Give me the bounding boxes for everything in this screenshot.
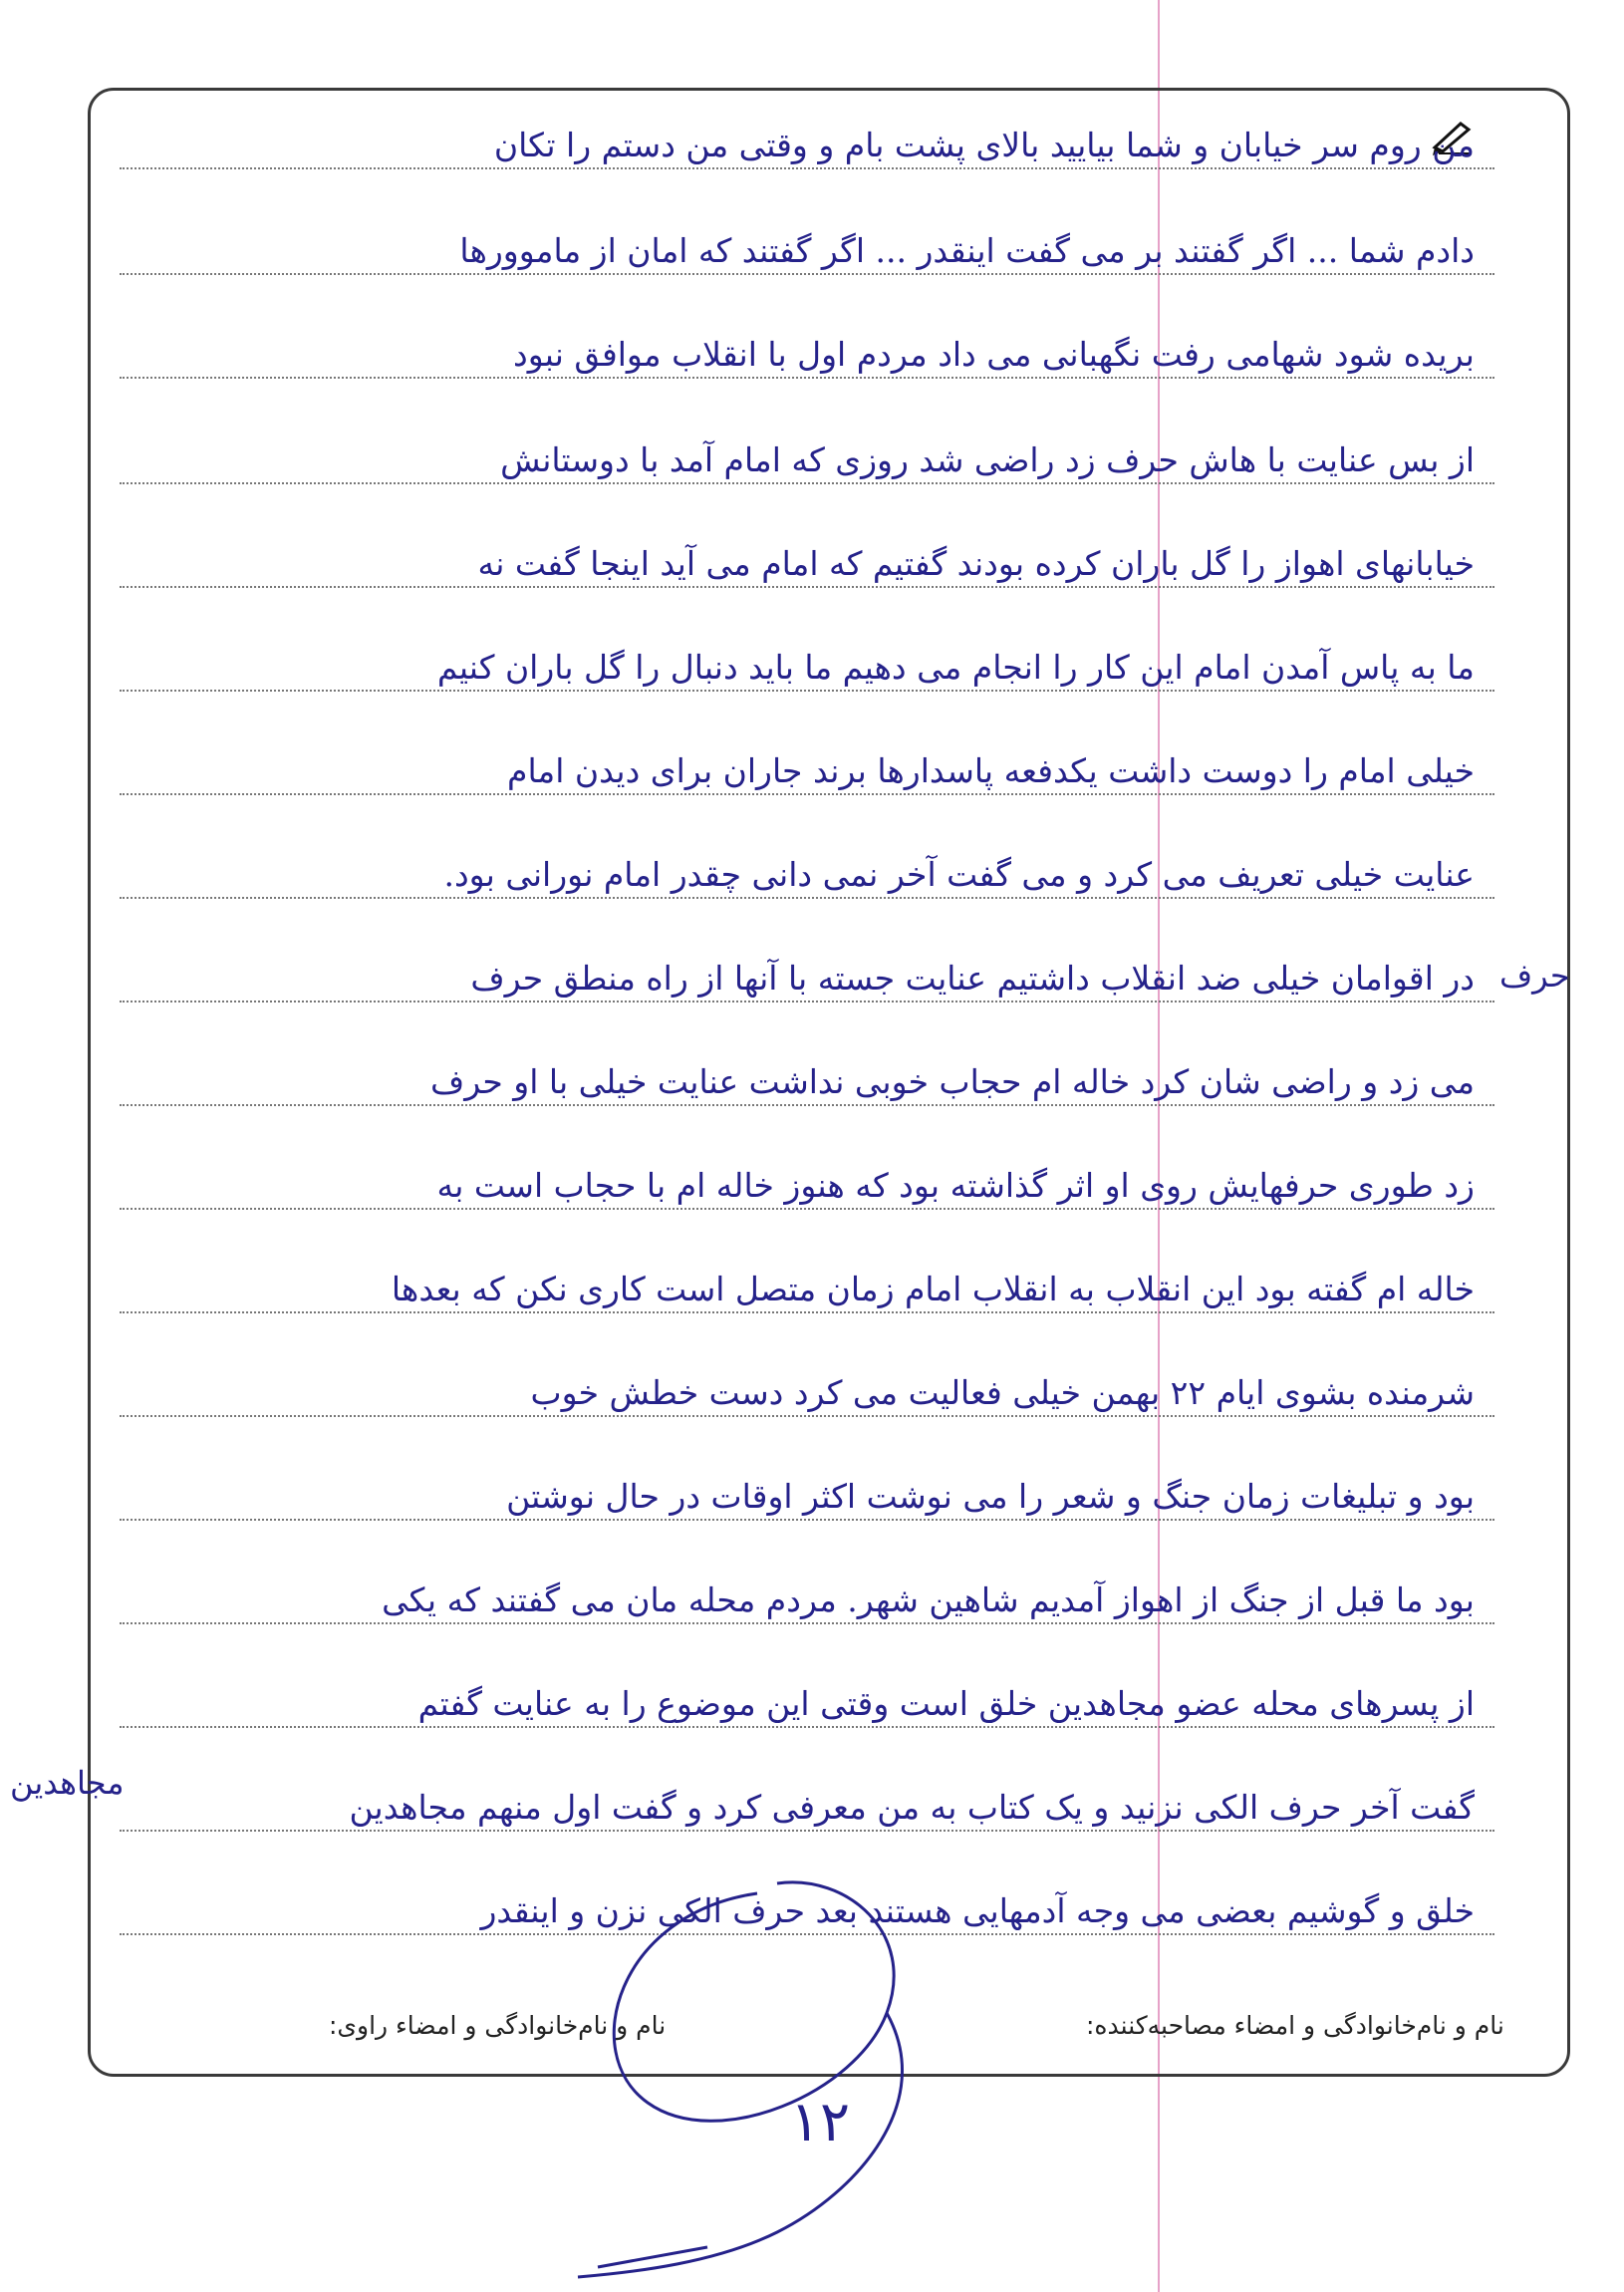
handwritten-line: بریده شود شهامی رفت نگهبانی می داد مردم اول با انقلاب موافق نبود xyxy=(513,335,1475,374)
handwritten-line: در اقوامان خیلی ضد انقلاب داشتیم عنایت جسته با آنها از راه منطق حرف xyxy=(470,959,1475,998)
handwritten-line: خلق و گوشیم بعضی می وجه آدمهایی هستند بعد حرف الکی نزن و اینقدر xyxy=(480,1891,1475,1930)
handwritten-line: زد طوری حرفهایش روی او اثر گذاشته بود که هنوز خاله ام با حجاب است به xyxy=(436,1166,1475,1205)
handwritten-line: عنایت خیلی تعریف می کرد و می گفت آخر نمی دانی چقدر امام نورانی بود. xyxy=(443,855,1475,894)
handwritten-line: خیابانهای اهواز را گل باران کرده بودند گفتیم که امام می آید اینجا گفت نه xyxy=(477,544,1475,583)
margin-note: مجاهدین xyxy=(10,1764,125,1802)
handwritten-line: از بس عنایت با هاش حرف زد راضی شد روزی که امام آمد با دوستانش xyxy=(500,440,1475,479)
handwritten-line: گفت آخر حرف الکی نزنید و یک کتاب به من معرفی کرد و گفت اول منهم مجاهدین xyxy=(349,1788,1475,1827)
interviewer-signature-label: نام و نام‌خانوادگی و امضاء مصاحبه‌کننده: xyxy=(1086,2011,1504,2040)
handwritten-line: شرمنده بشوی ایام ۲۲ بهمن خیلی فعالیت می کرد دست خطش خوب xyxy=(530,1373,1475,1412)
handwritten-line: دادم شما ... اگر گفتند بر می گفت اینقدر ... اگر گفتند که امان از ماموورها xyxy=(459,231,1475,270)
margin-note: حرف xyxy=(1499,957,1570,995)
handwritten-line: خاله ام گفته بود این انقلاب به انقلاب امام زمان متصل است کاری نکن که بعدها xyxy=(391,1270,1475,1308)
signature-scribble xyxy=(558,1854,976,2282)
handwritten-line: از پسرهای محله عضو مجاهدین خلق است وقتی این موضوع را به عنایت گفتم xyxy=(417,1684,1475,1723)
handwritten-line: بود و تبلیغات زمان جنگ و شعر را می نوشت اکثر اوقات در حال نوشتن xyxy=(506,1477,1475,1516)
handwritten-line: ما به پاس آمدن امام این کار را انجام می دهیم ما باید دنبال را گل باران کنیم xyxy=(436,648,1475,687)
handwritten-line: من روم سر خیابان و شما بیایید بالای پشت بام و وقتی من دستم را تکان xyxy=(493,126,1475,164)
handwritten-line: خیلی امام را دوست داشت یکدفعه پاسدارها برند جاران برای دیدن امام xyxy=(507,751,1475,790)
narrator-signature-label: نام و نام‌خانوادگی و امضاء راوی: xyxy=(329,2011,667,2040)
page-number: ۱۲ xyxy=(789,2090,851,2154)
handwritten-line: می زد و راضی شان کرد خاله ام حجاب خوبی نداشت عنایت خیلی با او حرف xyxy=(429,1062,1475,1101)
handwritten-line: بود ما قبل از جنگ از اهواز آمدیم شاهین شهر. مردم محله مان می گفتند که یکی xyxy=(382,1580,1475,1619)
